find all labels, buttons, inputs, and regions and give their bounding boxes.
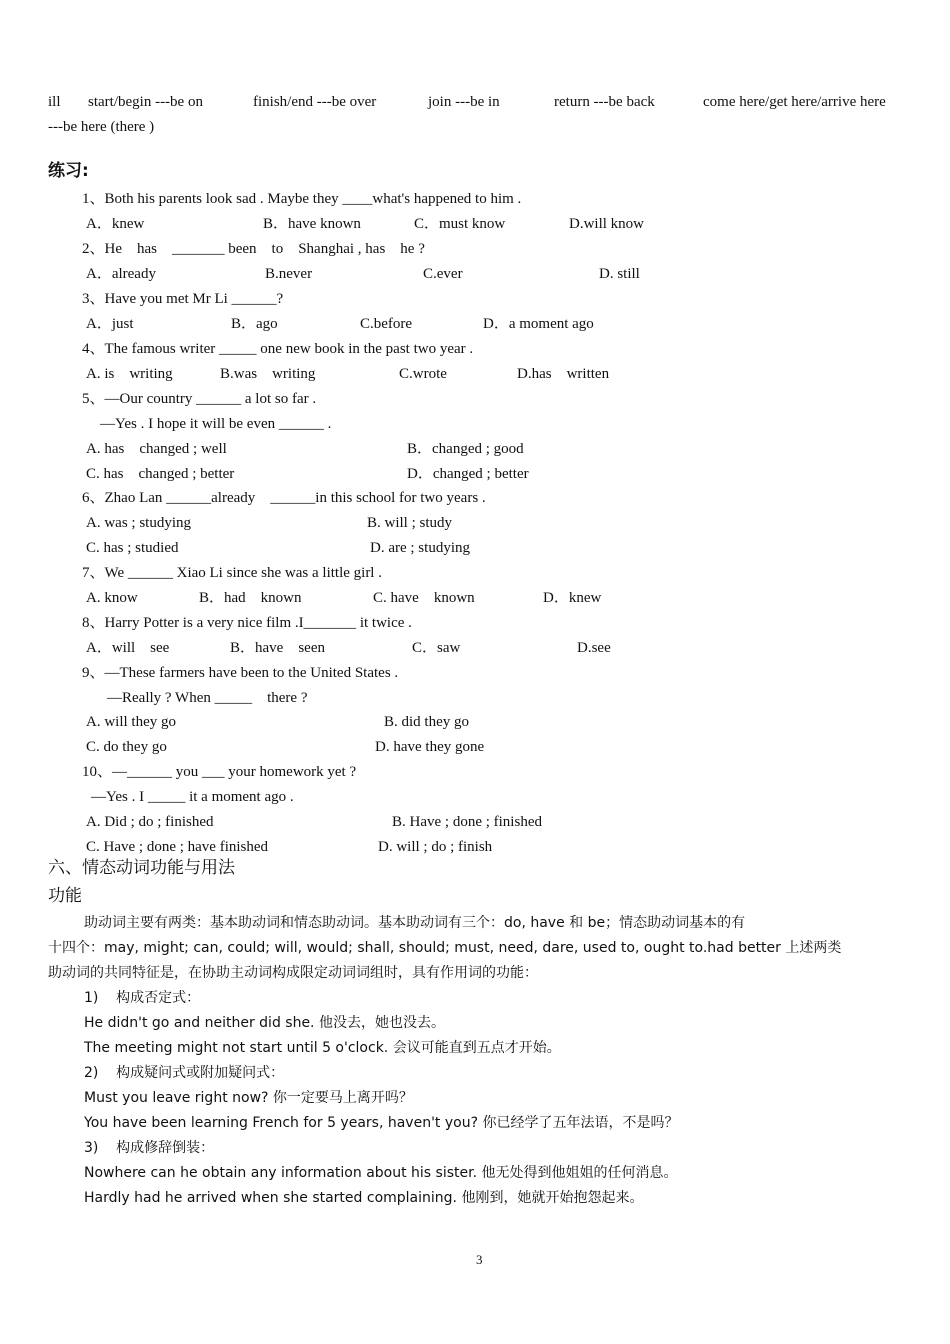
question-stem: 9、—These farmers have been to the United States .	[82, 665, 399, 681]
exercise-title: 练习:	[48, 161, 89, 181]
option: C. has ; studied	[86, 540, 179, 556]
option: A．already	[86, 266, 156, 282]
intro-item: come here/get here/arrive here	[703, 94, 886, 110]
page-number: 3	[476, 1252, 483, 1267]
option: C.ever	[423, 266, 463, 282]
option: A. was ; studying	[86, 515, 191, 531]
section-heading: 六、情态动词功能与用法	[48, 858, 235, 878]
option: B. did they go	[384, 714, 469, 730]
option: D．changed ; better	[407, 466, 529, 482]
option: D.see	[577, 640, 611, 656]
question-stem: 1、Both his parents look sad . Maybe they ____what's happened to him .	[82, 191, 522, 207]
option: B．had known	[199, 590, 302, 606]
option: B. will ; study	[367, 515, 453, 531]
question-stem: 8、Harry Potter is a very nice film .I_______ it twice .	[82, 615, 412, 631]
option: D. are ; studying	[370, 540, 470, 556]
option: D. have they gone	[375, 739, 485, 755]
example-line: Hardly had he arrived when she started complaining. 他刚到，她就开始抱怨起来。	[84, 1190, 644, 1206]
option: B．ago	[231, 316, 278, 332]
question-stem: —Yes . I _____ it a moment ago .	[91, 789, 294, 805]
option: C. have known	[373, 590, 475, 606]
option: A. know	[86, 590, 138, 606]
intro-item: join ---be in	[428, 94, 500, 110]
option: A. Did ; do ; finished	[86, 814, 214, 830]
intro-item: return ---be back	[554, 94, 655, 110]
paragraph-line: 助动词的共同特征是，在协助主动词构成限定动词词组时，具有作用词的功能：	[48, 965, 538, 981]
intro-item: start/begin ---be on	[88, 94, 203, 110]
option: B. Have ; done ; finished	[392, 814, 542, 830]
option: B．changed ; good	[407, 441, 524, 457]
item-label: 2) 构成疑问式或附加疑问式：	[84, 1065, 285, 1081]
item-label: 3) 构成修辞倒装：	[84, 1140, 215, 1156]
question-stem: 10、—______ you ___ your homework yet ?	[82, 764, 357, 780]
option: B．have seen	[230, 640, 325, 656]
option: A．will see	[86, 640, 170, 656]
example-line: He didn't go and neither did she. 他没去，她也没去。	[84, 1015, 445, 1031]
option: D.will know	[569, 216, 644, 232]
intro-line-2: ---be here (there )	[48, 119, 155, 135]
question-stem: 6、Zhao Lan ______already ______in this school for two years .	[82, 490, 486, 506]
option: C. has changed ; better	[86, 466, 235, 482]
option: C．must know	[414, 216, 506, 232]
option: C. do they go	[86, 739, 167, 755]
option: D. still	[599, 266, 640, 282]
item-label: 1) 构成否定式：	[84, 990, 201, 1006]
option: A．just	[86, 316, 134, 332]
option: A. will they go	[86, 714, 176, 730]
example-line: You have been learning French for 5 years, haven't you? 你已经学了五年法语，不是吗？	[84, 1115, 679, 1131]
question-stem: 5、—Our country ______ a lot so far .	[82, 391, 317, 407]
option: A. has changed ; well	[86, 441, 227, 457]
question-stem: 4、The famous writer _____ one new book in the past two year .	[82, 341, 474, 357]
option: C．saw	[412, 640, 461, 656]
option: D．knew	[543, 590, 602, 606]
option: B．have known	[263, 216, 361, 232]
question-stem: 3、Have you met Mr Li ______?	[82, 291, 284, 307]
option: C.before	[360, 316, 413, 332]
question-stem: 7、We ______ Xiao Li since she was a little girl .	[82, 565, 382, 581]
paragraph-line: 助动词主要有两类：基本助动词和情态助动词。基本助动词有三个：do, have 和 be；情态助动词基本的有	[84, 915, 746, 931]
example-line: Must you leave right now? 你一定要马上离开吗？	[84, 1090, 413, 1106]
option: D．a moment ago	[483, 316, 594, 332]
option: A．knew	[86, 216, 145, 232]
section-subheading: 功能	[48, 886, 82, 906]
question-stem: —Really ? When _____ there ?	[107, 690, 308, 706]
option: D. will ; do ; finish	[378, 839, 493, 855]
option: C.wrote	[399, 366, 447, 382]
option: B.never	[265, 266, 313, 282]
paragraph-line: 十四个：may, might; can, could; will, would; shall, should; must, need, dare, used to, ought to.had better 上述两类	[48, 940, 842, 956]
example-line: The meeting might not start until 5 o'clock. 会议可能直到五点才开始。	[84, 1040, 561, 1056]
option: C. Have ; done ; have finished	[86, 839, 269, 855]
example-line: Nowhere can he obtain any information about his sister. 他无处得到他姐姐的任何消息。	[84, 1165, 678, 1181]
intro-item: ill	[48, 94, 61, 110]
option: D.has written	[517, 366, 610, 382]
option: A. is writing	[86, 366, 173, 382]
option: B.was writing	[220, 366, 316, 382]
question-stem: 2、He has _______ been to Shanghai , has he ?	[82, 241, 425, 257]
intro-item: finish/end ---be over	[253, 94, 377, 110]
question-stem: —Yes . I hope it will be even ______ .	[100, 416, 332, 432]
